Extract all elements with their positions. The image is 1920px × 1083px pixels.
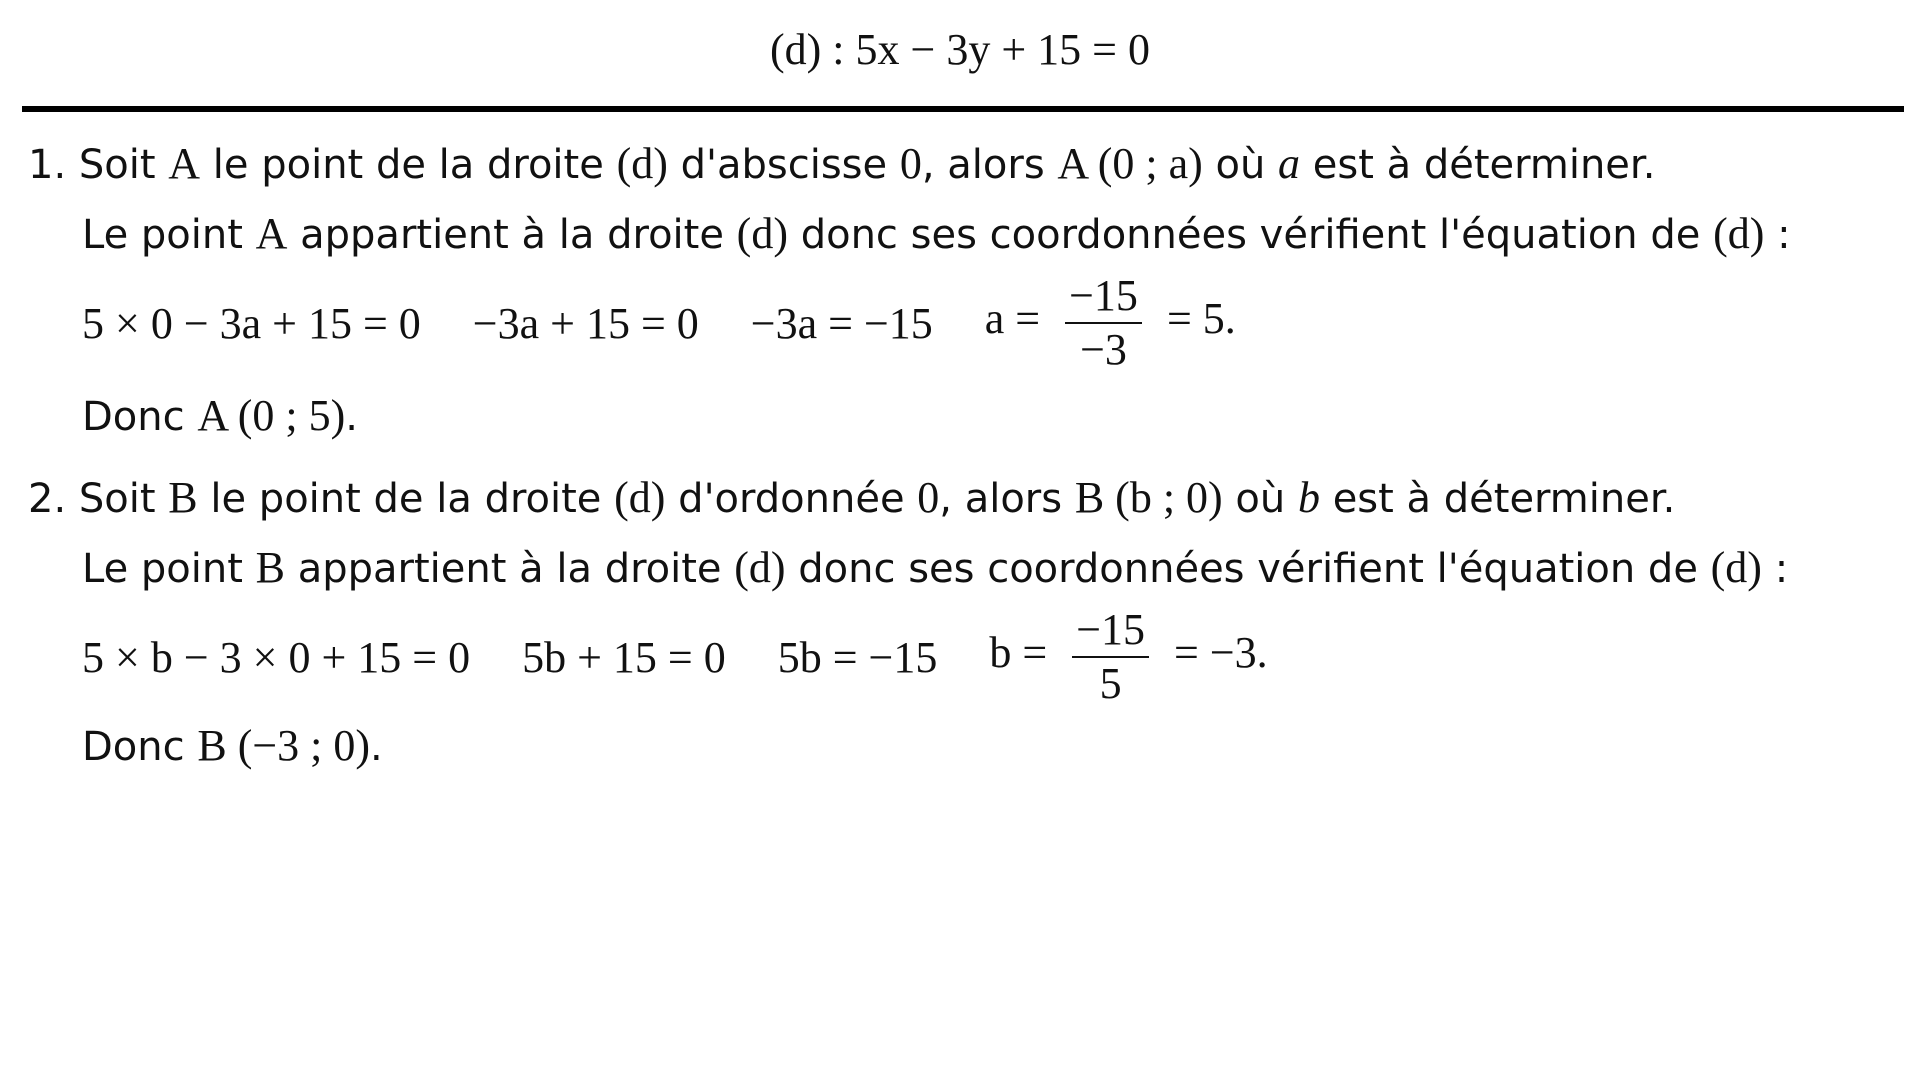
- calc-step: 5b = −15: [777, 632, 938, 682]
- math-line: (d): [734, 543, 786, 592]
- item-2-calculation: [82, 604, 1268, 710]
- item-1-conclusion: [82, 388, 358, 445]
- math-line: (d): [1713, 209, 1765, 258]
- calc-step: 5 × b − 3 × 0 + 15 = 0: [82, 632, 471, 682]
- text: d'ordonnée: [678, 476, 905, 522]
- calc-step: −3a = −15: [750, 298, 933, 348]
- text: Donc: [82, 394, 185, 440]
- fraction-numerator: −15: [1069, 271, 1138, 320]
- item-2-belongs: [82, 540, 1788, 597]
- fraction-denominator: 5: [1099, 659, 1122, 708]
- text: Donc: [82, 724, 185, 770]
- text: .: [370, 724, 383, 770]
- item-1-intro: [28, 136, 1655, 193]
- text: est à déterminer.: [1332, 476, 1676, 522]
- fraction-numerator: −15: [1076, 605, 1146, 654]
- math-unknown: a: [1278, 139, 1301, 188]
- fraction-denominator: −3: [1080, 325, 1127, 374]
- header-equation: (d) : 5x − 3y + 15 = 0: [770, 25, 1150, 74]
- math-unknown: b: [1297, 473, 1320, 522]
- text: d'abscisse: [680, 142, 888, 188]
- text: :: [1774, 546, 1789, 592]
- text: Soit: [78, 476, 156, 522]
- math-point-coords: A (0 ; 5): [197, 391, 346, 440]
- text: appartient à la droite: [297, 546, 722, 592]
- text: , alors: [921, 142, 1045, 188]
- text: le point de la droite: [210, 476, 602, 522]
- text: Soit: [78, 142, 156, 188]
- text: , alors: [939, 476, 1063, 522]
- calc-step: 5 × 0 − 3a + 15 = 0: [82, 298, 421, 348]
- item-2-intro: [28, 470, 1675, 527]
- math-point-coords: B (b ; 0): [1074, 473, 1223, 522]
- text: .: [345, 394, 358, 440]
- text: :: [1777, 212, 1791, 258]
- math-line: (d): [736, 209, 788, 258]
- calc-solution: [985, 270, 1236, 376]
- item-number: 2.: [28, 476, 67, 522]
- calc-result: = −3.: [1174, 628, 1268, 678]
- header-rule: [22, 106, 1904, 112]
- text: le point de la droite: [212, 142, 604, 188]
- math-line: (d): [614, 473, 666, 522]
- text: Le point: [82, 212, 243, 258]
- math-point: B: [255, 543, 285, 592]
- text: est à déterminer.: [1312, 142, 1656, 188]
- calc-step: −3a + 15 = 0: [472, 298, 699, 348]
- text: Le point: [82, 546, 243, 592]
- math-line: (d): [616, 139, 668, 188]
- calc-lhs: a =: [984, 294, 1041, 344]
- math-point: B: [168, 473, 198, 522]
- calc-solution: [989, 604, 1267, 710]
- calc-result: = 5.: [1166, 294, 1236, 344]
- item-1-calculation: [82, 270, 1236, 376]
- text: où: [1235, 476, 1286, 522]
- math-point: A: [255, 209, 288, 258]
- item-2-conclusion: [82, 718, 383, 775]
- math-point: A: [168, 139, 201, 188]
- calc-lhs: b =: [989, 628, 1048, 678]
- fraction: [1072, 604, 1149, 710]
- item-number: 1.: [28, 142, 67, 188]
- text: donc ses coordonnées vérifient l'équation de: [800, 212, 1701, 258]
- math-point-coords: A (0 ; a): [1057, 139, 1203, 188]
- text: donc ses coordonnées vérifient l'équation de: [798, 546, 1698, 592]
- math-value: 0: [899, 139, 922, 188]
- calc-step: 5b + 15 = 0: [522, 632, 726, 682]
- text: où: [1215, 142, 1266, 188]
- fraction: [1065, 270, 1142, 376]
- math-value: 0: [917, 473, 940, 522]
- item-1-belongs: [82, 206, 1791, 263]
- math-line: (d): [1710, 543, 1762, 592]
- math-point-coords: B (−3 ; 0): [197, 721, 371, 770]
- text: appartient à la droite: [300, 212, 724, 258]
